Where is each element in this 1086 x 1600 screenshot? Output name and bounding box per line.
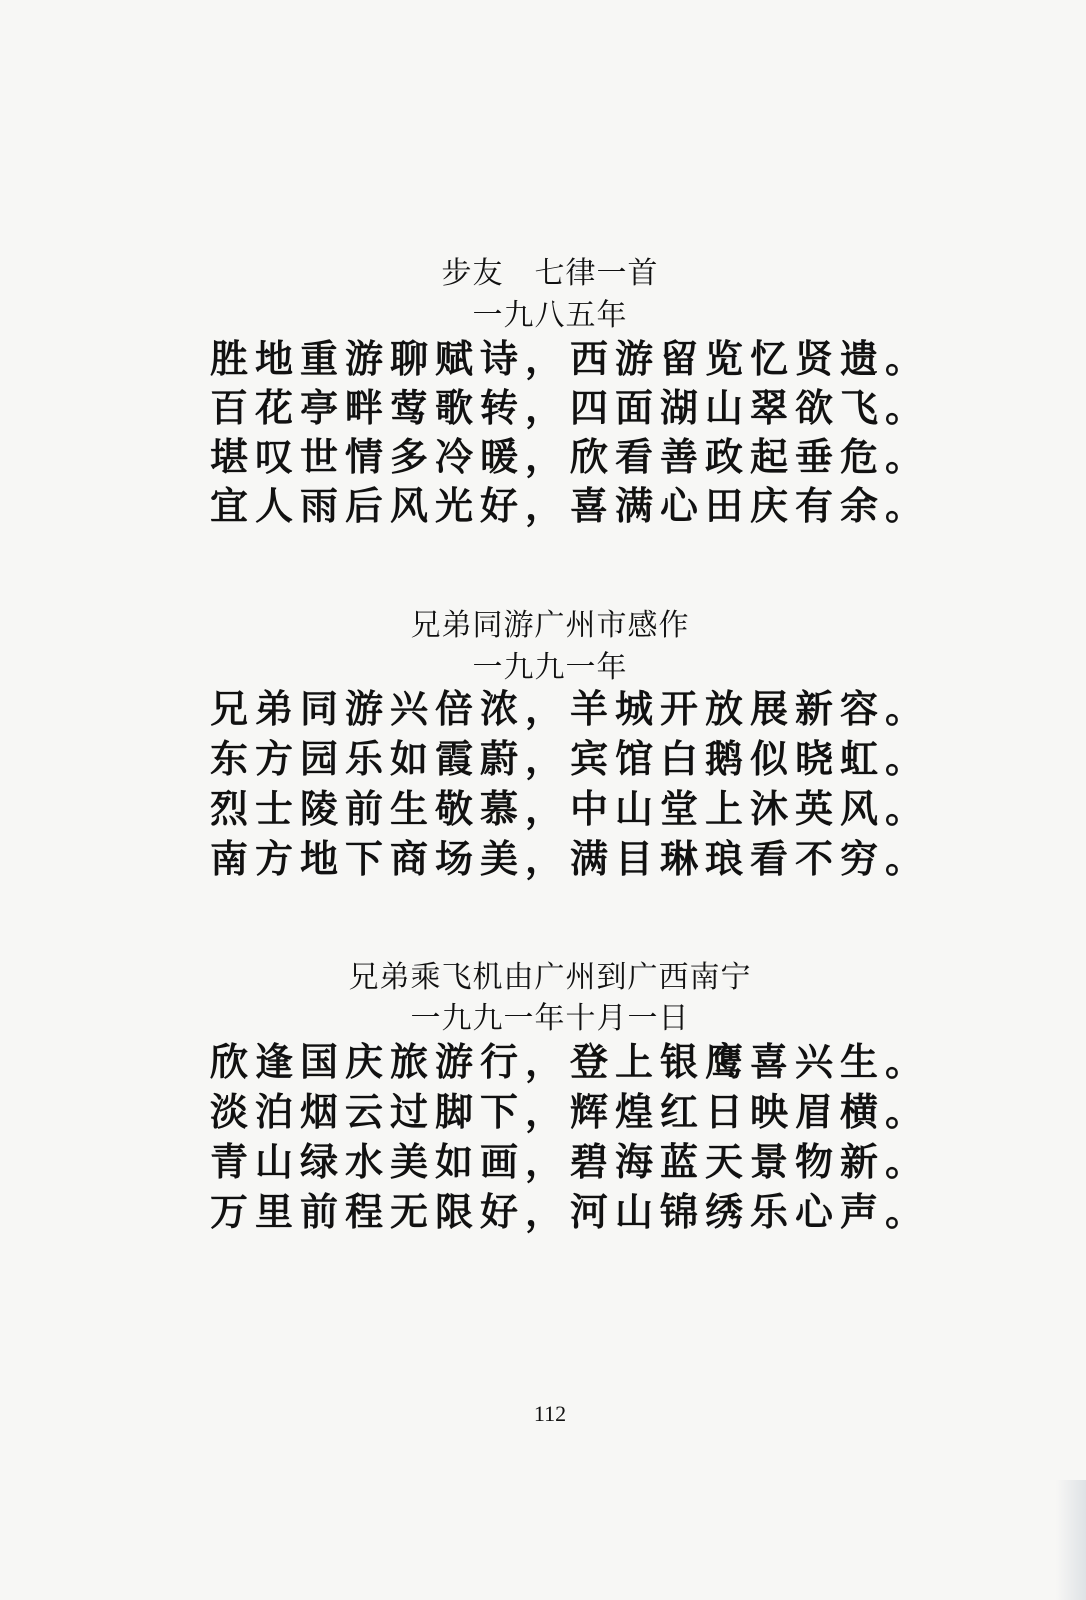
poem-date: 一九八五年: [472, 298, 628, 333]
poem-line: 百花亭畔莺歌转，四面湖山翠欲飞。: [210, 385, 931, 430]
poem-title: 兄弟乘飞机由广州到广西南宁: [348, 960, 752, 995]
poem-line: 南方地下商场美，满目琳琅看不穷。: [210, 836, 931, 881]
poem-line: 烈士陵前生敬慕，中山堂上沐英风。: [210, 786, 931, 831]
poem-line: 万里前程无限好，河山锦绣乐心声。: [210, 1189, 931, 1234]
poem-line: 青山绿水美如画，碧海蓝天景物新。: [210, 1139, 931, 1184]
poem-date: 一九九一年十月一日: [410, 1001, 690, 1036]
poem-title: 步友 七律一首: [441, 256, 659, 291]
poem-line: 淡泊烟云过脚下，辉煌红日映眉横。: [210, 1089, 931, 1134]
poem-line: 胜地重游聊赋诗，西游留览忆贤遗。: [210, 336, 931, 381]
poem-line: 堪叹世情多冷暖，欣看善政起垂危。: [210, 434, 931, 479]
poem-line: 宜人雨后风光好，喜满心田庆有余。: [210, 483, 931, 528]
poem-line: 欣逢国庆旅游行，登上银鹰喜兴生。: [210, 1039, 931, 1084]
scan-edge-smudge: [1056, 1480, 1086, 1600]
poem-line: 东方园乐如霞蔚，宾馆白鹅似晓虹。: [210, 736, 931, 781]
poem-date: 一九九一年: [472, 650, 628, 685]
poem-line: 兄弟同游兴倍浓，羊城开放展新容。: [210, 686, 931, 731]
page-number: 112: [533, 1401, 567, 1426]
poem-title: 兄弟同游广州市感作: [410, 608, 690, 643]
